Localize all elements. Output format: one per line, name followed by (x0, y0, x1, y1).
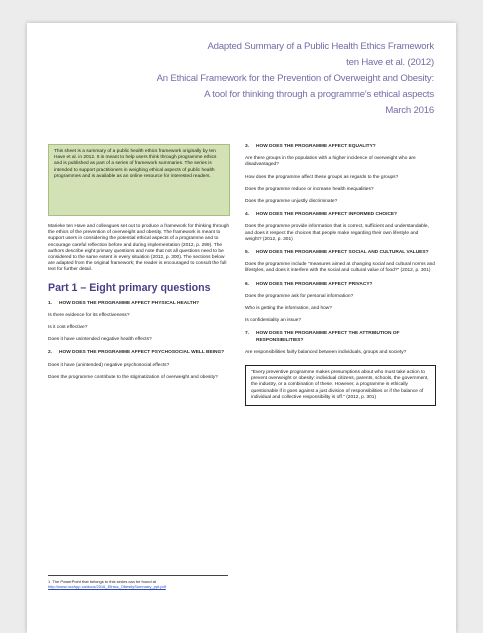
question-3 (245, 144, 436, 205)
question-heading: HOW DOES THE PROGRAMME AFFECT EQUALITY? (256, 144, 376, 149)
question-line: Is confidentiality an issue? (245, 318, 301, 324)
quote-box: "Every preventive programme makes presumptions about who must take action to prevent overweight or obesity: individual citizens, parents, schools, the government, the industry, or a combination of these. However, a programme is ethically questionable if it goes against a just division of responsibilities or if the balance of individual and collective responsibility is off." (2012, p. 301) (245, 365, 436, 406)
footnote-number: 1 (48, 579, 51, 584)
question-number: 3. (245, 144, 250, 149)
question-line: Does it have unintended negative health effects? (48, 337, 152, 343)
question-title (245, 144, 436, 150)
question-number: 5. (245, 250, 250, 256)
question-heading: HOW DOES THE PROGRAMME AFFECT PSYCHOSOCIAL WELL BEING? (59, 350, 225, 356)
question-5 (245, 250, 436, 275)
question-heading: HOW DOES THE PROGRAMME AFFECT THE ATTRIBUTION OF RESPONSIBILITIES? (256, 331, 400, 343)
question-title (245, 212, 436, 218)
footnote-text: The PowerPoint that belongs to this series can be found at (52, 579, 157, 584)
footnote-link[interactable]: http://www.ncchpp.ca/docs/2016_Ethics_ObesitySummary_ppt.pdf (48, 584, 166, 590)
question-heading: HOW DOES THE PROGRAMME AFFECT SOCIAL AND CULTURAL VALUES? (256, 250, 429, 256)
question-line: Does the programme reduce or increase health inequalities? (245, 186, 374, 192)
question-1 (48, 301, 230, 344)
question-number: 1. (48, 300, 53, 306)
question-4 (245, 212, 436, 243)
question-heading: HOW DOES THE PROGRAMME AFFECT PHYSICAL HEALTH? (59, 300, 200, 306)
question-line: Does the programme provide information that is correct, sufficient and understandable, and does it respect the choices that people make regarding their own lifestyle and weight? (2012, p. 301) (245, 224, 429, 242)
question-title (48, 301, 230, 307)
question-heading: HOW DOES THE PROGRAMME AFFECT INFORMED CHOICE? (256, 212, 398, 218)
question-line: Does the programme contribute to the stigmatization of overweight and obesity? (48, 374, 218, 380)
question-number: 6. (245, 281, 250, 287)
header-line-4: A tool for thinking through a programme's ethical aspects (204, 89, 434, 100)
question-number: 2. (48, 350, 53, 356)
question-title (245, 282, 436, 288)
left-column (48, 144, 230, 381)
question-heading: HOW DOES THE PROGRAMME AFFECT PRIVACY? (256, 281, 373, 287)
section-heading: Part 1 – Eight primary questions (48, 281, 211, 294)
right-column (245, 144, 436, 406)
question-number: 4. (245, 212, 250, 218)
header-line-2: ten Have et al. (2012) (346, 57, 434, 68)
question-line: Are responsibilities fairly balanced between individuals, groups and society? (245, 349, 407, 355)
question-line: Is there evidence for its effectiveness? (48, 312, 130, 318)
question-title (48, 350, 230, 356)
question-line: Does it have (unintended) negative psychosocial effects? (48, 362, 170, 368)
question-line: Who is getting the information, and how? (245, 306, 332, 312)
question-7 (245, 331, 436, 356)
question-number: 7. (245, 331, 250, 337)
question-title (245, 331, 436, 343)
document-page (27, 23, 456, 633)
header-line-5: March 2016 (385, 105, 434, 116)
footnote (48, 575, 228, 589)
body-paragraph: Marieke ten Have and colleagues set out to produce a framework for thinking through the ethics of the prevention of overweight and obesity. The framework is meant to support users in considering the potential ethical aspects of a programme and to encourage careful reflection before and during implementation (2012, p. 299). The authors describe eight primary questions and note that not all questions need to be considered to the same extent in every situation (2012, p. 300). The sections below are adapted from the original framework; the reader is encouraged to consult the full text for further detail. (48, 224, 230, 273)
question-line: Is it cost effective? (48, 325, 88, 331)
question-line: Does the programme include "measures aimed at changing social and cultural norms and lifestyles, and does it interfere with the social and cultural value of food?" (2012, p. 301) (245, 262, 435, 274)
question-line: Does the programme ask for personal information? (245, 293, 354, 299)
question-title (245, 250, 436, 256)
question-2 (48, 350, 230, 381)
question-6 (245, 282, 436, 325)
question-line: Does the programme unjustly discriminate? (245, 199, 338, 205)
intro-box: This sheet is a summary of a public health ethics framework originally by ten Have et al. in 2012. It is meant to help users think through programme ethics and is published as part of a series of framework summaries. The series is intended to support practitioners in weighing ethical aspects of public health programmes and is available as an online resource for interested readers. (48, 144, 230, 216)
question-line: How does the programme affect these groups as regards to the groups? (245, 174, 399, 180)
question-line: Are there groups in the population with a higher incidence of overweight who are disadvantaged? (245, 156, 416, 168)
header-line-3: An Ethical Framework for the Prevention of Overweight and Obesity: (156, 73, 434, 84)
header-line-1: Adapted Summary of a Public Health Ethics Framework (207, 41, 434, 52)
document-header (74, 39, 434, 119)
